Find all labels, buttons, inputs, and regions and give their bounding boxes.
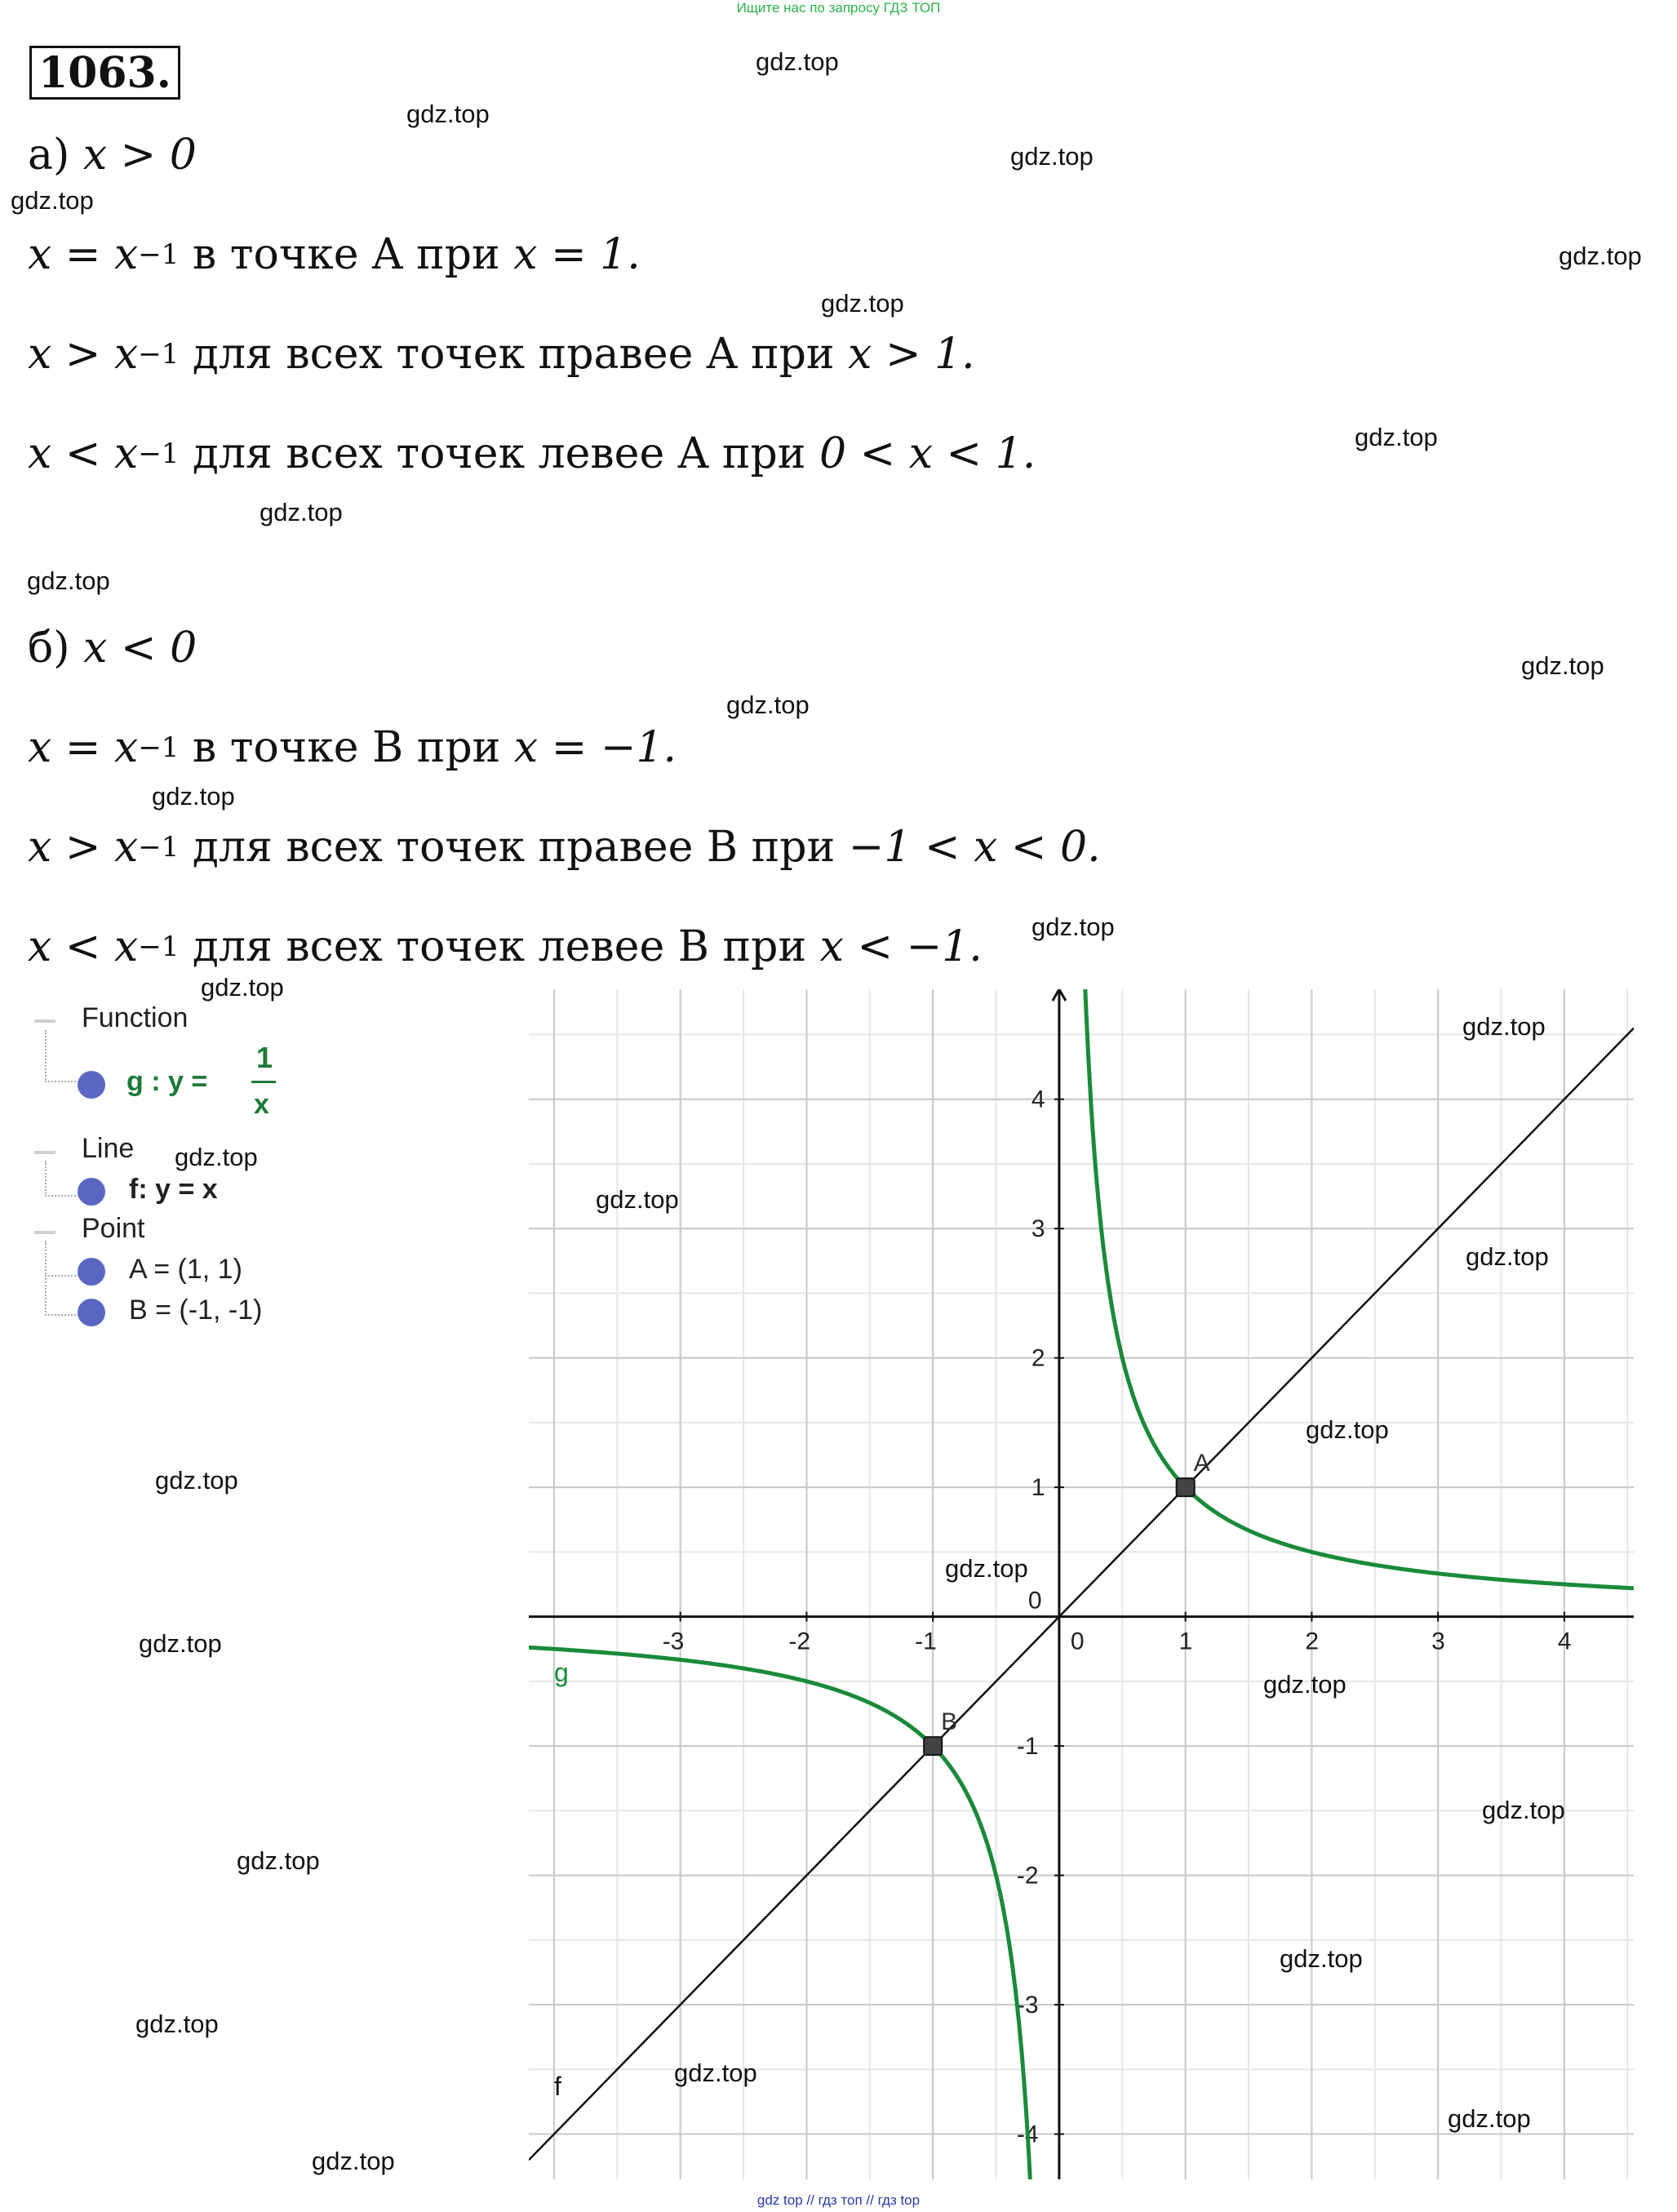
statement-tail: x < −1. [819, 922, 983, 971]
watermark: gdz.top [1010, 142, 1094, 171]
equation: x < x [28, 922, 139, 971]
exponent: −1 [138, 731, 180, 764]
exponent: −1 [138, 831, 180, 864]
tree-connector [45, 1241, 79, 1277]
y-tick-label: -3 [1016, 1992, 1039, 2019]
watermark: gdz.top [201, 973, 284, 1002]
function-visibility-dot[interactable] [78, 1071, 105, 1099]
x-tick-label: 1 [1178, 1628, 1193, 1655]
series-label-g: g [553, 1657, 569, 1687]
equation: x > x [28, 823, 139, 872]
statement-tail: x = 1. [513, 230, 641, 279]
y-tick-label: 4 [1031, 1086, 1045, 1113]
x-tick-label: -2 [788, 1628, 811, 1655]
statement-text: для всех точек левее A при [179, 429, 819, 478]
exponent: −1 [138, 238, 180, 271]
watermark: gdz.top [1448, 2104, 1531, 2133]
part-b-line-3 [28, 921, 983, 978]
watermark: gdz.top [175, 1143, 258, 1171]
statement-tail: x = −1. [513, 723, 677, 772]
exponent: −1 [138, 438, 180, 470]
part-b-heading [28, 622, 197, 674]
watermark: gdz.top [1466, 1242, 1549, 1271]
watermark: gdz.top [406, 100, 490, 128]
statement-text: в точке A при [179, 230, 514, 279]
collapse-function-icon[interactable] [34, 1019, 55, 1023]
curve-g-right-branch [1083, 989, 1634, 1588]
point-b [924, 1737, 942, 1755]
y-tick-label: 1 [1031, 1474, 1045, 1502]
watermark: gdz.top [1280, 1944, 1363, 1973]
tree-connector [45, 1030, 79, 1082]
graph-view [529, 989, 1634, 2179]
point-b-visibility-dot[interactable] [78, 1299, 105, 1326]
watermark: gdz.top [135, 2010, 219, 2038]
part-a-label: а) [28, 131, 70, 180]
watermark: gdz.top [1559, 242, 1642, 270]
watermark: gdz.top [27, 566, 110, 595]
collapse-point-icon[interactable] [34, 1231, 55, 1234]
part-a-condition: x > 0 [82, 131, 197, 180]
watermark: gdz.top [1263, 1670, 1346, 1699]
problem-number: 1063. [29, 46, 180, 100]
part-b-line-2 [28, 821, 1101, 878]
watermark: gdz.top [821, 289, 904, 318]
function-numerator: 1 [256, 1041, 273, 1074]
watermark: gdz.top [11, 186, 94, 215]
watermark: gdz.top [237, 1846, 320, 1875]
statement-text: в точке B при [179, 723, 514, 772]
x-tick-label: 3 [1431, 1628, 1445, 1655]
part-b-line-1 [28, 722, 677, 779]
watermark: gdz.top [139, 1629, 222, 1658]
line-f [529, 1028, 1634, 2161]
top-note: Ищите нас по запросу ГДЗ ТОП [736, 0, 941, 16]
part-a-line-2 [28, 328, 975, 385]
watermark: gdz.top [756, 47, 839, 76]
tree-connector [45, 1275, 79, 1316]
watermark: gdz.top [1306, 1415, 1389, 1444]
point-a-item: A = (1, 1) [129, 1254, 242, 1285]
point-label-a: A [1193, 1450, 1210, 1477]
point-b-item: B = (-1, -1) [129, 1295, 263, 1326]
point-a [1177, 1478, 1195, 1496]
point-label-b: B [941, 1708, 958, 1736]
statement-text: для всех точек правее B при [179, 823, 849, 872]
y-tick-label: 2 [1031, 1344, 1045, 1372]
line-visibility-dot[interactable] [78, 1178, 105, 1206]
function-denominator: x [254, 1089, 269, 1120]
y-tick-label: -1 [1016, 1733, 1039, 1761]
watermark: gdz.top [1355, 423, 1438, 451]
watermark: gdz.top [596, 1185, 679, 1214]
bottom-note: gdz top // гдз топ // гдз top [756, 2192, 921, 2208]
statement-tail: x > 1. [848, 330, 975, 379]
statement-tail: −1 < x < 0. [848, 823, 1101, 872]
statement-text: для всех точек левее B при [179, 922, 820, 971]
origin-label: 0 [1027, 1587, 1042, 1615]
exponent: −1 [138, 338, 180, 371]
x-tick-label: 4 [1557, 1628, 1572, 1655]
y-tick-label: -2 [1016, 1862, 1039, 1890]
part-a-heading [28, 129, 197, 181]
part-b-label: б) [28, 624, 70, 673]
watermark: gdz.top [1521, 651, 1604, 680]
part-a-line-3 [28, 428, 1036, 485]
watermark: gdz.top [1031, 913, 1115, 941]
watermark: gdz.top [1482, 1796, 1565, 1824]
x-tick-label: -1 [915, 1628, 937, 1655]
watermark: gdz.top [155, 1466, 238, 1495]
part-a-line-1 [28, 229, 641, 286]
x-tick-label: -3 [662, 1628, 685, 1655]
fraction-bar [251, 1081, 276, 1083]
tree-connector [45, 1161, 79, 1197]
point-a-visibility-dot[interactable] [78, 1258, 105, 1286]
function-header: Function [82, 1002, 189, 1033]
line-header: Line [82, 1133, 135, 1164]
origin-label: 0 [1070, 1628, 1085, 1655]
watermark: gdz.top [726, 691, 810, 719]
exponent: −1 [138, 931, 180, 963]
watermark: gdz.top [312, 2147, 395, 2175]
line-item: f: y = x [129, 1174, 218, 1205]
equation: x = x [28, 230, 139, 279]
watermark: gdz.top [945, 1554, 1028, 1583]
point-header: Point [82, 1213, 145, 1244]
statement-text: для всех точек правее A при [179, 330, 849, 379]
y-tick-label: 3 [1031, 1215, 1045, 1243]
watermark: gdz.top [1462, 1012, 1546, 1041]
watermark: gdz.top [152, 782, 235, 811]
equation: x < x [28, 429, 139, 478]
x-tick-label: 2 [1305, 1628, 1320, 1655]
y-tick-label: -4 [1016, 2121, 1039, 2148]
equation: x = x [28, 723, 139, 772]
function-name: g : y = [126, 1066, 208, 1097]
statement-tail: 0 < x < 1. [819, 429, 1036, 478]
series-label-f: f [553, 2071, 561, 2101]
equation: x > x [28, 330, 139, 379]
part-b-condition: x < 0 [83, 624, 197, 673]
collapse-line-icon[interactable] [34, 1151, 55, 1154]
watermark: gdz.top [260, 498, 343, 526]
watermark: gdz.top [674, 2059, 757, 2087]
